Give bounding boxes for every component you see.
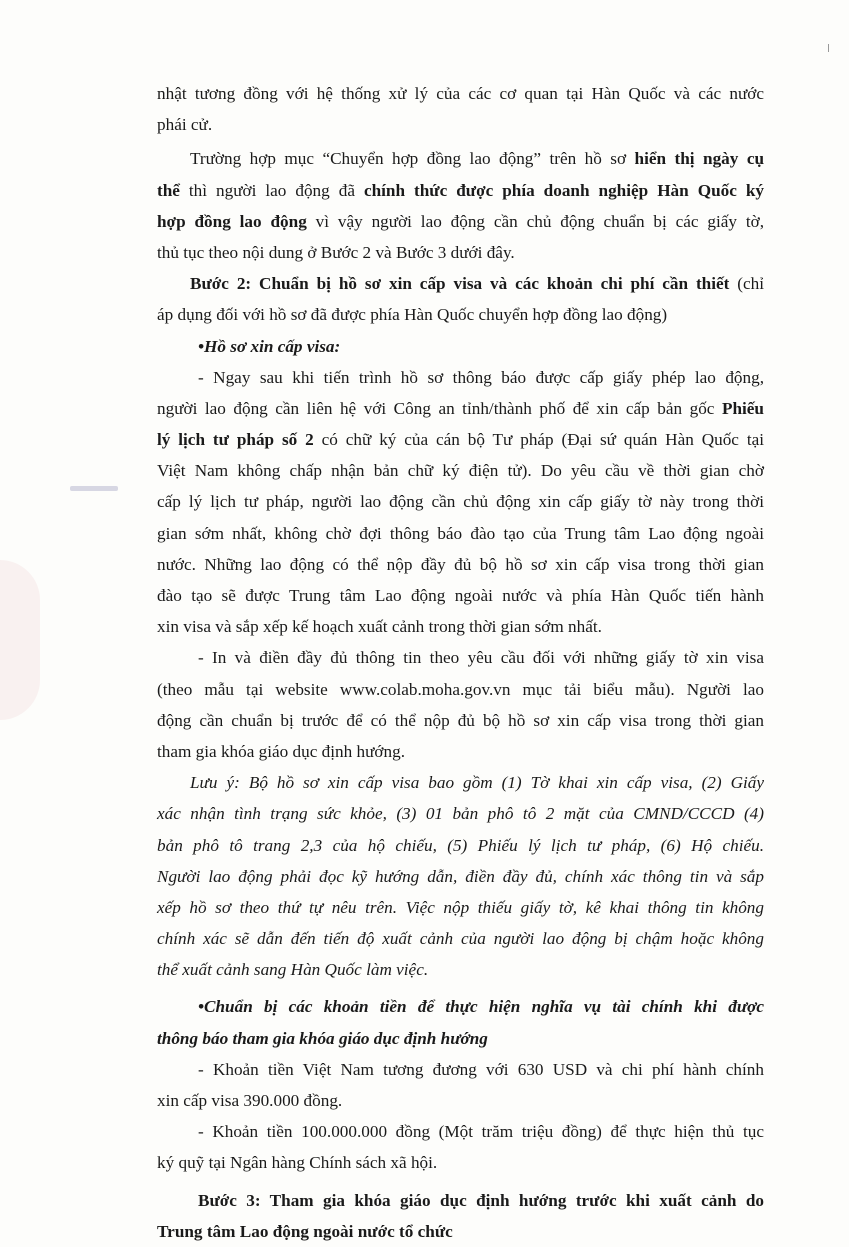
text-line: ký quỹ tại Ngân hàng Chính sách xã hội. xyxy=(157,1153,438,1173)
finance-heading: thông báo tham gia khóa giáo dục định hướng xyxy=(157,1028,488,1048)
note-line: xác nhận tình trạng sức khỏe, (3) 01 bản phô tô 2 mặt của CMND/CCCD (4) xyxy=(157,804,764,824)
text-line: gian sớm nhất, không chờ đợi thông báo đào tạo của Trung tâm Lao động ngoài xyxy=(157,523,764,543)
text-line: - Ngay sau khi tiến trình hồ sơ thông báo được cấp giấy phép lao động, xyxy=(198,367,764,387)
text-line: xin visa và sắp xếp kế hoạch xuất cảnh trong thời gian sớm nhất. xyxy=(157,617,602,637)
text-line: áp dụng đối với hồ sơ đã được phía Hàn Quốc chuyển hợp đồng lao động) xyxy=(157,305,668,325)
text-line: đào tạo sẽ được Trung tâm Lao động ngoài nước và phía Hàn Quốc tiến hành xyxy=(157,586,764,605)
text-line: (theo mẫu tại website www.colab.moha.gov.vn mục tải biểu mẫu). Người lao xyxy=(157,679,764,699)
note-line: chính xác sẽ dẫn đến tiến độ xuất cảnh của người lao động bị chậm hoặc không xyxy=(157,929,764,949)
text-line: hợp đồng lao động vì vậy người lao động cần chủ động chuẩn bị các giấy tờ, xyxy=(157,211,764,231)
text-line: lý lịch tư pháp số 2 có chữ ký của cán bộ Tư pháp (Đại sứ quán Hàn Quốc tại xyxy=(157,430,765,450)
text-line: - Khoản tiền Việt Nam tương đương với 630 USD và chi phí hành chính xyxy=(198,1059,764,1079)
step-3-heading: Bước 3: Tham gia khóa giáo dục định hướng trước khi xuất cảnh do xyxy=(198,1190,764,1210)
text-line: xin cấp visa 390.000 đồng. xyxy=(157,1091,343,1110)
step-3-heading: Trung tâm Lao động ngoài nước tổ chức xyxy=(157,1221,453,1241)
note-line: Lưu ý: Bộ hồ sơ xin cấp visa bao gồm (1) Tờ khai xin cấp visa, (2) Giấy xyxy=(190,773,764,793)
text-line: người lao động cần liên hệ với Công an tỉnh/thành phố để xin cấp bản gốc Phiếu xyxy=(157,398,764,418)
text-line: - In và điền đầy đủ thông tin theo yêu cầu đối với những giấy tờ xin visa xyxy=(198,648,764,668)
margin-mark xyxy=(828,44,829,52)
note-line: thể xuất cảnh sang Hàn Quốc làm việc. xyxy=(157,960,429,980)
text-line: động cần chuẩn bị trước để có thể nộp đủ bộ hồ sơ xin cấp visa trong thời gian xyxy=(157,710,764,730)
text-line: - Khoản tiền 100.000.000 đồng (Một trăm triệu đồng) để thực hiện thủ tục xyxy=(198,1122,764,1142)
visa-dossier-heading: •Hồ sơ xin cấp visa: xyxy=(198,336,341,356)
note-line: bản phô tô trang 2,3 của hộ chiếu, (5) Phiếu lý lịch tư pháp, (6) Hộ chiếu. xyxy=(157,835,764,855)
text-line: Việt Nam không chấp nhận bản chữ ký điện tử). Do yêu cầu về thời gian chờ xyxy=(157,461,764,481)
document-body xyxy=(0,78,849,1247)
text-line: thể thì người lao động đã chính thức được phía doanh nghiệp Hàn Quốc ký xyxy=(157,180,764,200)
text-line: Trường hợp mục “Chuyển hợp đồng lao động” trên hồ sơ hiển thị ngày cụ xyxy=(190,149,765,169)
finance-heading: •Chuẩn bị các khoản tiền để thực hiện nghĩa vụ tài chính khi được xyxy=(198,997,764,1017)
text-line: phái cử. xyxy=(157,115,213,135)
text-line: nhật tương đồng với hệ thống xử lý của các cơ quan tại Hàn Quốc và các nước xyxy=(157,84,764,103)
text-line: nước. Những lao động có thể nộp đầy đủ bộ hồ sơ xin cấp visa trong thời gian xyxy=(157,554,764,574)
text-line: thủ tục theo nội dung ở Bước 2 và Bước 3 dưới đây. xyxy=(157,242,515,262)
text-line: tham gia khóa giáo dục định hướng. xyxy=(157,741,406,761)
step-2-heading: Bước 2: Chuẩn bị hồ sơ xin cấp visa và các khoản chi phí cần thiết (chỉ xyxy=(190,274,764,294)
note-line: xếp hồ sơ theo thứ tự nêu trên. Việc nộp thiếu giấy tờ, kê khai thông tin không xyxy=(157,897,764,917)
note-line: Người lao động phải đọc kỹ hướng dẫn, điền đầy đủ, chính xác thông tin và sắp xyxy=(157,866,764,886)
text-line: cấp lý lịch tư pháp, người lao động cần chủ động xin cấp giấy tờ này trong thời xyxy=(157,492,764,512)
